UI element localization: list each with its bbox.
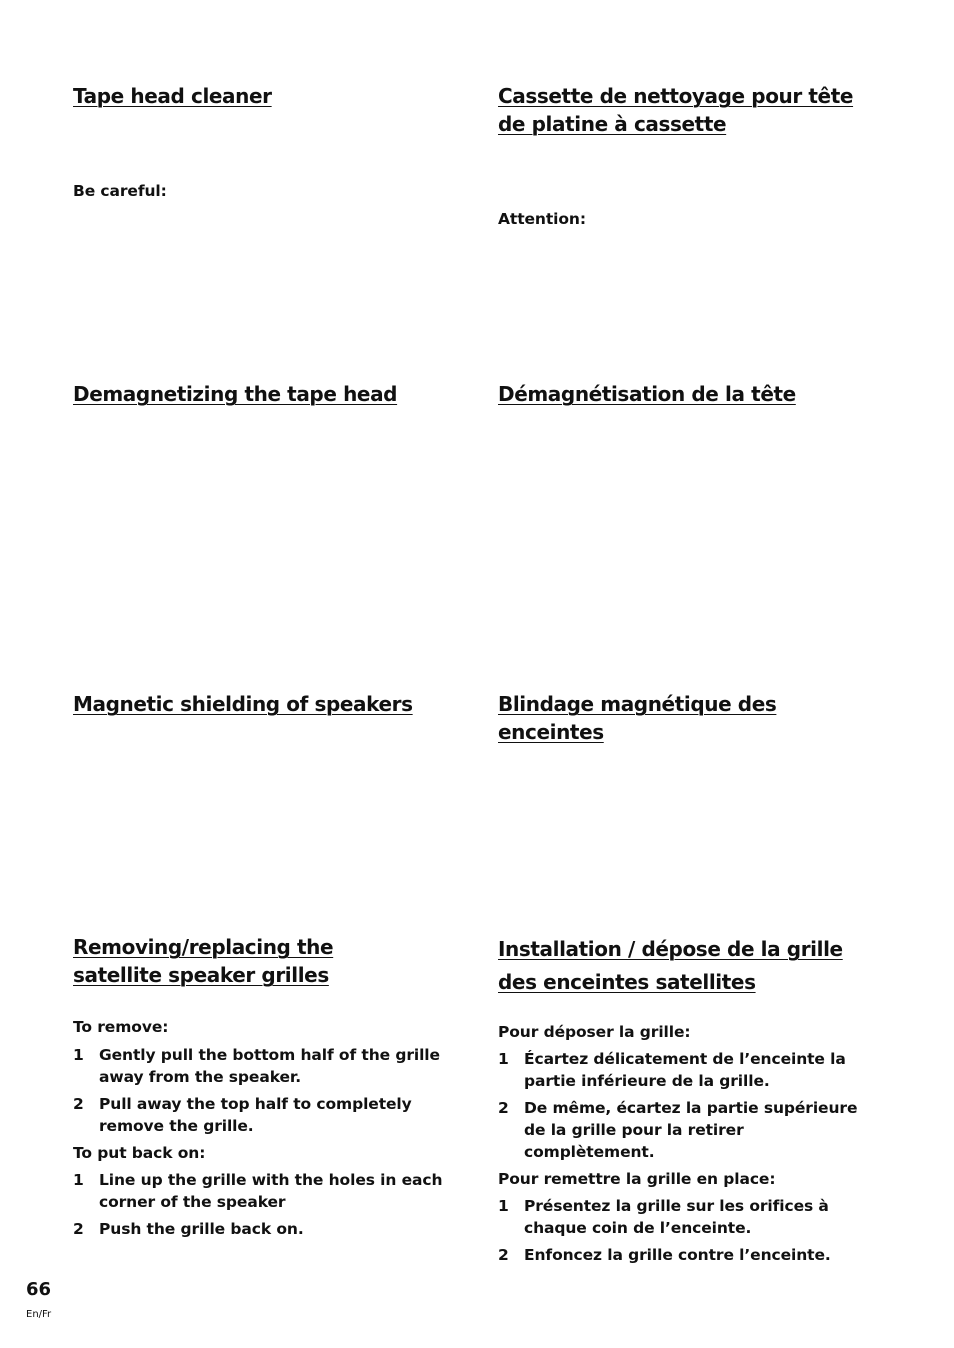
replace-label: Pour remettre la grille en place: — [498, 1170, 776, 1188]
section-title: Cassette de nettoyage pour tête de platine à cassette — [498, 84, 854, 136]
section-title: Tape head cleaner — [73, 84, 272, 108]
section-magnetic-shielding-en — [73, 690, 468, 718]
caution-label: Be careful: — [73, 182, 167, 200]
section-title: Removing/replacing the satellite speaker grilles — [73, 935, 334, 987]
section-demagnetizing-fr — [498, 380, 878, 408]
list-item: 2 De même, écartez la partie supérieure de la grille pour la retirer complètement. — [498, 1099, 858, 1161]
list-item: 2 Enfoncez la grille contre l’enceinte. — [498, 1246, 831, 1264]
remove-steps — [498, 1048, 878, 1163]
replace-steps — [73, 1169, 468, 1240]
list-item: 1 Écartez délicatement de l’enceinte la partie inférieure de la grille. — [498, 1050, 846, 1090]
replace-label: To put back on: — [73, 1144, 206, 1162]
section-grilles-en — [73, 933, 468, 1240]
section-tape-head-cleaner-en — [73, 82, 468, 202]
list-item: 2 Push the grille back on. — [73, 1220, 304, 1238]
replace-steps — [498, 1195, 878, 1266]
section-grilles-fr — [498, 933, 878, 1266]
remove-steps — [73, 1044, 468, 1137]
list-item: 1 Présentez la grille sur les orifices à chaque coin de l’enceinte. — [498, 1197, 829, 1237]
section-magnetic-shielding-fr — [498, 690, 878, 746]
section-title: Installation / dépose de la grille des enceintes satellites — [498, 937, 843, 994]
caution-label: Attention: — [498, 210, 586, 228]
page-number: 66 — [26, 1279, 52, 1300]
list-item: 1 Gently pull the bottom half of the grille away from the speaker. — [73, 1046, 440, 1086]
section-title: Demagnetizing the tape head — [73, 382, 398, 406]
section-title: Blindage magnétique des enceintes — [498, 692, 777, 744]
section-tape-head-cleaner-fr — [498, 82, 878, 230]
section-title: Magnetic shielding of speakers — [73, 692, 413, 716]
section-demagnetizing-en — [73, 380, 468, 408]
list-item: 1 Line up the grille with the holes in each corner of the speaker — [73, 1171, 443, 1211]
remove-label: To remove: — [73, 1018, 169, 1036]
remove-label: Pour déposer la grille: — [498, 1023, 691, 1041]
language-code: En/Fr — [26, 1309, 52, 1320]
section-title: Démagnétisation de la tête — [498, 382, 796, 406]
list-item: 2 Pull away the top half to completely remove the grille. — [73, 1095, 412, 1135]
